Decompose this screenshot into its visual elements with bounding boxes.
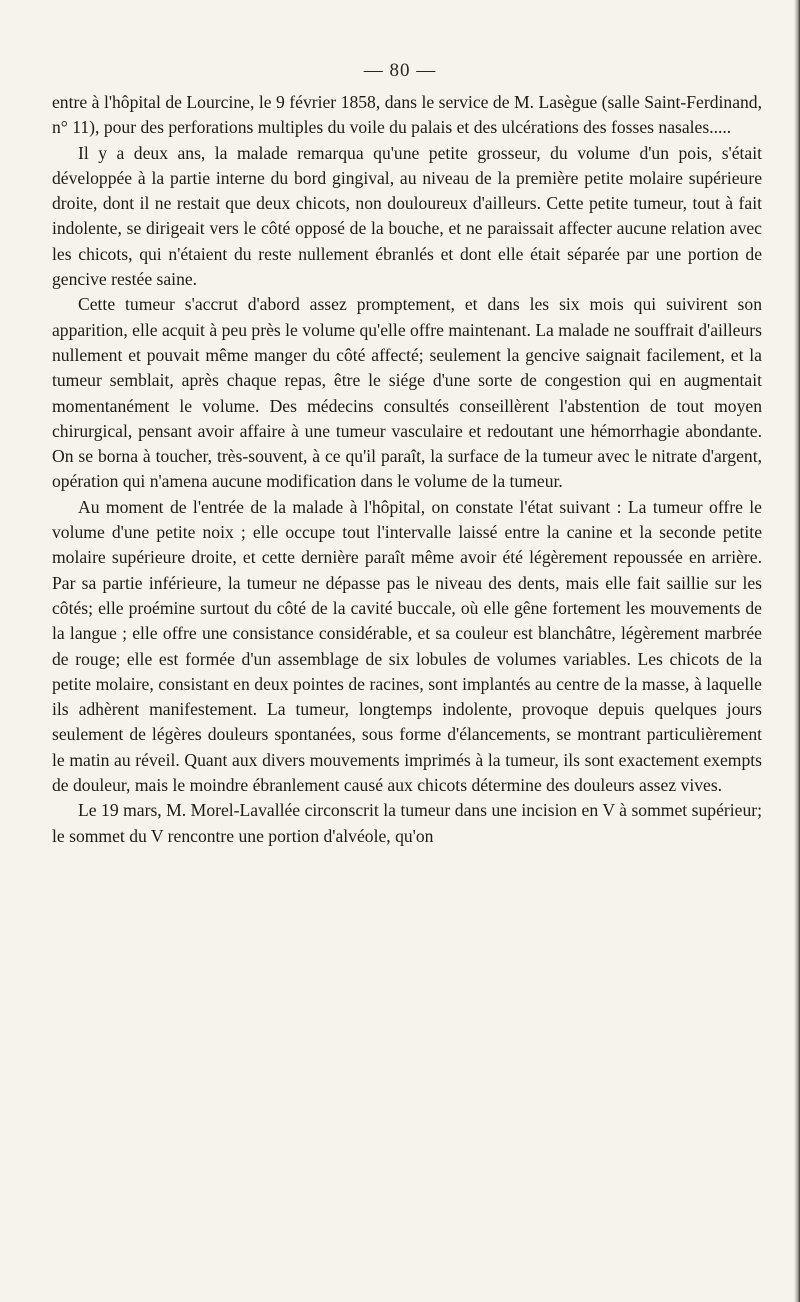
paragraph-history: Il y a deux ans, la malade remarqua qu'une petite grosseur, du volume d'un pois, s'était développée à la partie interne du bord gingival, au niveau de la première petite molaire supérieure droite, dont il ne restait que deux chicots, non douloureux d'ailleurs. Cette petite tumeur, tout à fait indolente, se dirigeait vers le côté opposé de la bouche, et ne paraissait affecter aucune relation avec les chicots, qui n'étaient du reste nullement ébranlés et dont elle était séparée par une portion de gencive restée saine. [52,142,762,290]
page-edge-shadow [794,0,800,1302]
body-text [52,90,762,849]
paragraph-growth: Cette tumeur s'accrut d'abord assez promptement, et dans les six mois qui suivirent son apparition, elle acquit à peu près le volume qu'elle offre maintenant. La malade ne souffrait d'ailleurs nullement et pouvait même manger du côté affecté; seulement la gencive saignait facilement, et la tumeur semblait, après chaque repas, être le siége d'une sorte de congestion qui en augmentait momentanément le volume. Des médecins consultés conseillèrent l'abstention de tout moyen chirurgical, pensant avoir affaire à une tumeur vasculaire et redoutant une hémorrhagie abondante. On se borna à toucher, très-souvent, à ce qu'il paraît, la surface de la tumeur avec le nitrate d'argent, opération qui n'amena aucune modification dans le volume de la tumeur. [52,294,762,492]
paragraph-examination: Au moment de l'entrée de la malade à l'hôpital, on constate l'état suivant : La tumeur offre le volume d'une petite noix ; elle occupe tout l'intervalle laissé entre la canine et la seconde petite molaire supérieure droite, et cette dernière paraît même avoir été légèrement repoussée en arrière. Par sa partie inférieure, la tumeur ne dépasse pas le niveau des dents, mais elle fait saillie sur les côtés; elle proémine surtout du côté de la cavité buccale, où elle gêne fortement les mouvements de la langue ; elle offre une consistance considérable, et sa couleur est blanchâtre, légèrement marbrée de rouge; elle est formée d'un assemblage de six lobules de volumes variables. Les chicots de la petite molaire, consistant en deux pointes de racines, sont implantés au centre de la masse, à laquelle ils adhèrent manifestement. La tumeur, longtemps indolente, provoque depuis quelques jours seulement de légères douleurs spontanées, sous forme d'élancements, se montrant particulièrement le matin au réveil. Quant aux divers mouvements imprimés à la tumeur, ils sont exactement exempts de douleur, mais le moindre ébranlement causé aux chicots détermine des douleurs assez vives. [52,496,762,796]
paragraph-operation: Le 19 mars, M. Morel-Lavallée circonscrit la tumeur dans une incision en V à sommet supérieur; le sommet du V rencontre une portion d'alvéole, qu'on [52,800,762,846]
page-number-header: — 80 — [363,60,437,81]
paragraph-continuation: entre à l'hôpital de Lourcine, le 9 février 1858, dans le service de M. Lasègue (salle Saint-Ferdinand, n° 11), pour des perforations multiples du voile du palais et des ulcérations des fosses nasales..... [52,92,762,138]
